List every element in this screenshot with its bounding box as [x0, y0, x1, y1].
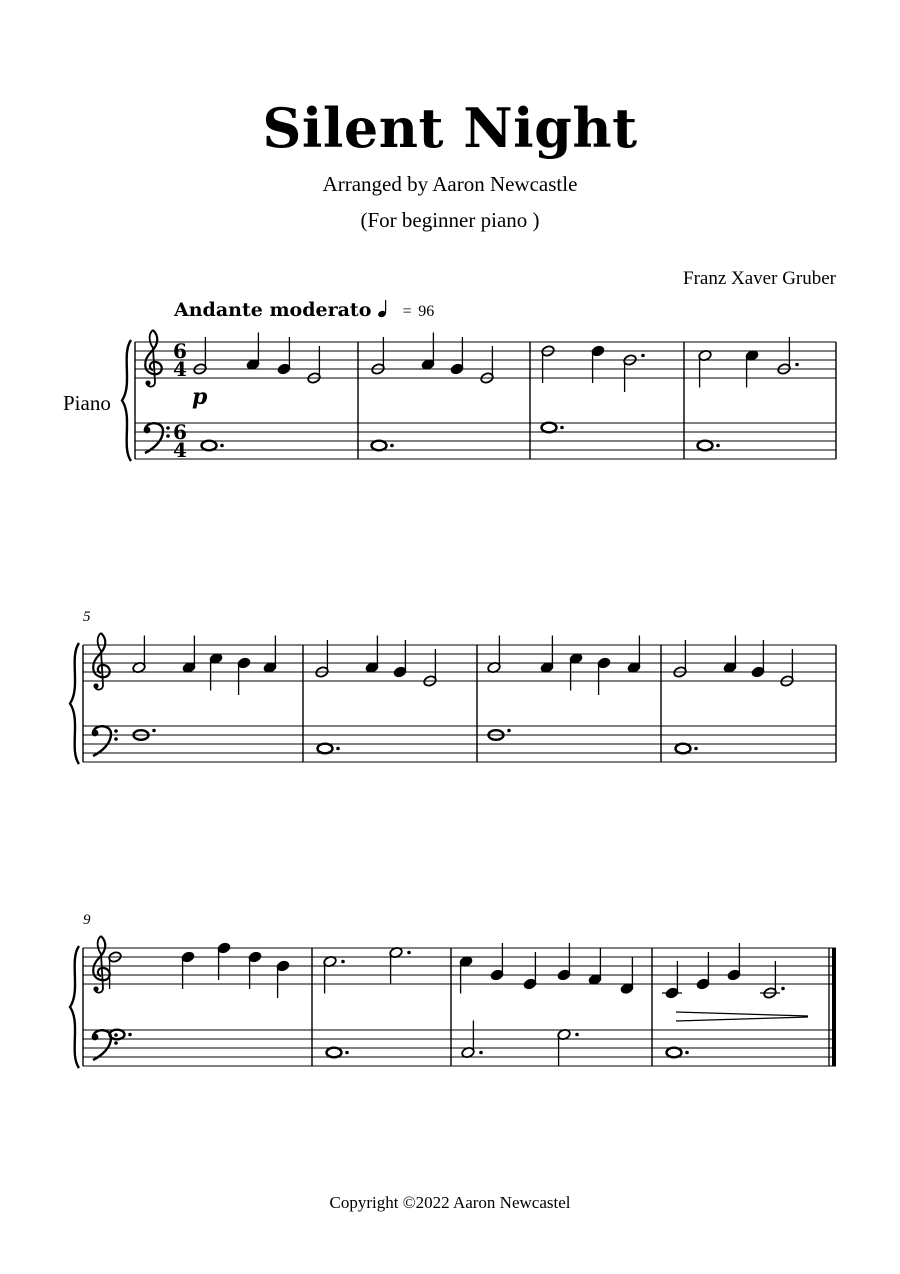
augmentation-dot [716, 444, 720, 448]
page-title: Silent Night [262, 96, 638, 160]
tempo-text: Andante moderato [174, 299, 372, 321]
augmentation-dot [641, 354, 645, 358]
system-brace [70, 643, 79, 764]
clef-dot-lower [114, 1041, 118, 1045]
note-head [327, 1048, 342, 1058]
system-brace [70, 946, 79, 1068]
clef-head [144, 427, 151, 434]
clef-dot-lower [166, 434, 170, 438]
system-brace [122, 340, 131, 461]
time-signature-top: 6 [173, 420, 187, 444]
note-head [372, 441, 387, 451]
augmentation-dot [685, 1051, 689, 1055]
clef-dot [93, 683, 98, 688]
note-head [698, 441, 713, 451]
time-signature-bottom: 4 [173, 438, 187, 462]
bass-clef-icon [92, 1030, 118, 1060]
clef-dot-upper [114, 729, 118, 733]
composer-credit: Franz Xaver Gruber [683, 268, 836, 289]
measure-number-5: 5 [83, 609, 91, 625]
clef-dot-upper [166, 426, 170, 430]
augmentation-dot [694, 747, 698, 751]
augmentation-dot [795, 363, 799, 367]
clef-head [92, 730, 99, 737]
note-head [667, 1048, 682, 1058]
augmentation-dot [220, 444, 224, 448]
augmentation-dot [341, 960, 345, 964]
augmentation-dot [575, 1033, 579, 1037]
augmentation-dot [407, 951, 411, 955]
tempo-bpm: 96 [418, 303, 435, 320]
augmentation-dot [781, 987, 785, 991]
augmentation-dot [336, 747, 340, 751]
augmentation-dot [479, 1051, 483, 1055]
dynamic-marking: p [192, 384, 208, 410]
note-head [676, 744, 691, 754]
measure-number-9: 9 [83, 912, 91, 928]
clef-dot [93, 986, 98, 991]
augmentation-dot [560, 426, 564, 430]
note-head [542, 423, 557, 433]
clef-dot-lower [114, 737, 118, 741]
clef-head [92, 1034, 99, 1041]
augmentation-dot [507, 729, 511, 733]
decrescendo-hairpin-upper [676, 1012, 808, 1016]
decrescendo-hairpin-lower [676, 1017, 808, 1021]
augmentation-dot [128, 1033, 132, 1037]
bass-clef-icon [144, 423, 170, 453]
augmentation-dot [345, 1051, 349, 1055]
time-signature-top: 6 [173, 339, 187, 363]
arranger-subtitle: Arranged by Aaron Newcastle [322, 172, 578, 196]
time-signature-bottom: 4 [173, 357, 187, 381]
note-head [318, 744, 333, 754]
augmentation-dot [390, 444, 394, 448]
level-subtitle: (For beginner piano ) [360, 208, 540, 232]
augmentation-dot [152, 729, 156, 733]
clef-dot [145, 380, 150, 385]
instrument-label: Piano [63, 391, 111, 415]
copyright-notice: Copyright ©2022 Aaron Newcastel [329, 1193, 571, 1212]
tempo-equals: = [402, 303, 412, 320]
note-head [202, 441, 217, 451]
clef-dot-upper [114, 1033, 118, 1037]
final-barline-thick [832, 948, 836, 1066]
bass-clef-icon [92, 726, 118, 756]
